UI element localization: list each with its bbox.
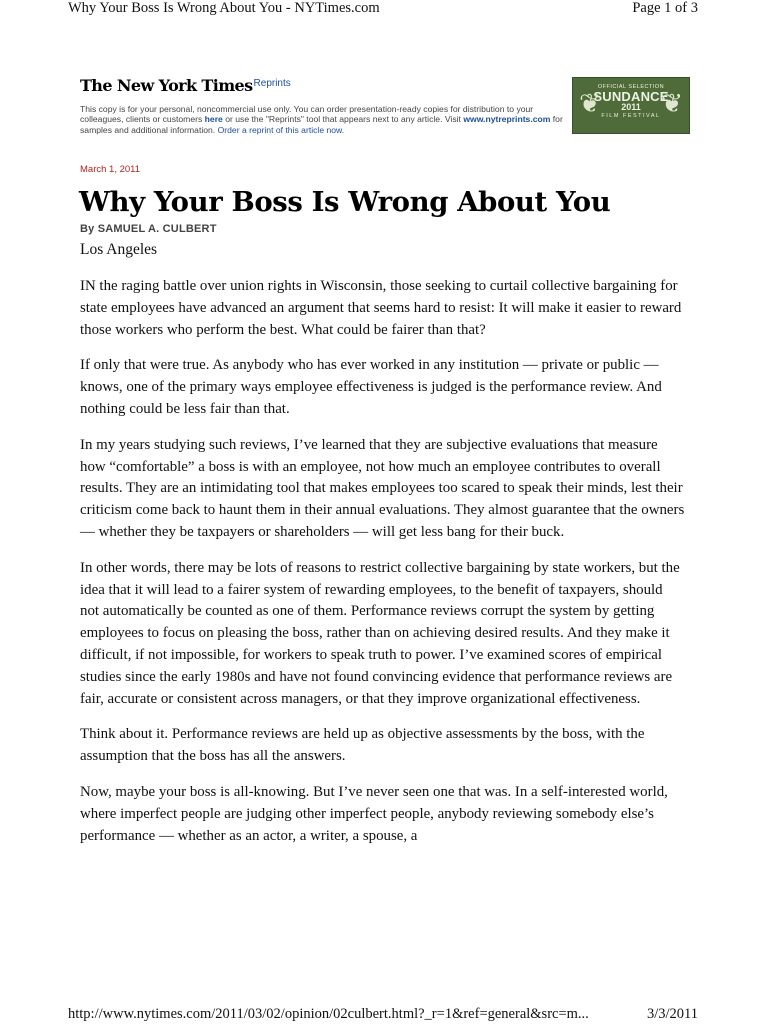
print-header-page: Page 1 of 3 (632, 0, 698, 16)
laurel-right-icon: ❦ (661, 88, 683, 118)
badge-line-4: FILM FESTIVAL (601, 113, 661, 119)
order-reprint-link[interactable]: Order a reprint of this article now. (217, 124, 345, 135)
article-paragraph: IN the raging battle over union rights in Wisconsin, those seeking to curtail collective bargaining for state employees have advanced an argument that seems hard to resist: It will make it easier to reward those workers who perform the best. What could be fairer than that? (80, 278, 682, 338)
laurel-left-icon: ❦ (579, 88, 601, 118)
reprints-label: Reprints (253, 78, 291, 89)
article-date: March 1, 2011 (80, 164, 141, 175)
badge-line-2: SUNDANCE (593, 89, 669, 104)
print-header-title: Why Your Boss Is Wrong About You - NYTimes.com (68, 0, 380, 16)
article-dateline: Los Angeles (80, 241, 158, 258)
article-paragraph: In other words, there may be lots of reasons to restrict collective bargaining by state workers, but the idea that it will lead to a fairer system of rewarding employees, to the benefit of taxpayers, should not automatically be counted as one of them. Performance reviews corrupt the system by getting employees to focus on pleasing the boss, rather than on achieving desired results. And they make it difficult, if not impossible, for workers to speak truth to power. I’ve examined scores of empirical studies since the early 1980s and have not found convincing evidence that performance reviews are fair, accurate or consistent across managers, or that they improve organizational effectiveness. (80, 559, 680, 707)
reprint-notice (80, 104, 565, 135)
notice-text-2: or use the "Reprints" tool that appears next to any article. Visit (222, 114, 464, 125)
print-footer (68, 1006, 698, 1024)
nyt-logo-text: The New York Times (80, 76, 253, 95)
print-footer-date: 3/3/2011 (646, 1006, 698, 1022)
article-title: Why Your Boss Is Wrong About You (79, 186, 611, 218)
article-paragraph: In my years studying such reviews, I’ve learned that they are subjective evaluations that measure how “comfortable” a boss is with an employee, not how much an employee contributes to overall results. They are an intimidating tool that makes employees too scared to speak their minds, lest their criticism come back to haunt them in their annual evaluations. They almost guarantee that the owners — whether they be taxpayers or shareholders — will get less bang for their buck. (80, 436, 685, 540)
notice-text-1: This copy is for your personal, noncommercial use only. You can order presentation-ready copies for distribution to your colleagues, clients or customers (80, 104, 534, 125)
article-paragraph: If only that were true. As anybody who has ever worked in any institution — private or public — knows, one of the primary ways employee effectiveness is judged is the performance review. And nothing could be less fair than that. (80, 357, 662, 417)
sundance-badge[interactable] (572, 77, 690, 134)
badge-line-1: OFFICIAL SELECTION (597, 84, 665, 90)
notice-text-3: for samples and additional information. (80, 114, 563, 135)
article-paragraph: Think about it. Performance reviews are held up as objective assessments by the boss, with the assumption that the boss has all the answers. (80, 726, 645, 765)
nyt-logo[interactable] (80, 76, 291, 95)
article-body (80, 276, 685, 861)
print-footer-url: http://www.nytimes.com/2011/03/02/opinion/02culbert.html?_r=1&ref=general&src=m... (68, 1006, 589, 1022)
article-byline: By SAMUEL A. CULBERT (80, 223, 217, 235)
nytreprints-link[interactable]: www.nytreprints.com (463, 114, 551, 125)
print-header (68, 0, 698, 18)
badge-line-3: 2011 (621, 102, 641, 112)
here-link[interactable]: here (204, 114, 223, 125)
article-paragraph: Now, maybe your boss is all-knowing. But I’ve never seen one that was. In a self-interested world, where imperfect people are judging other imperfect people, anybody reviewing somebody else’s performance — whether as an actor, a writer, a spouse, a (80, 783, 668, 844)
